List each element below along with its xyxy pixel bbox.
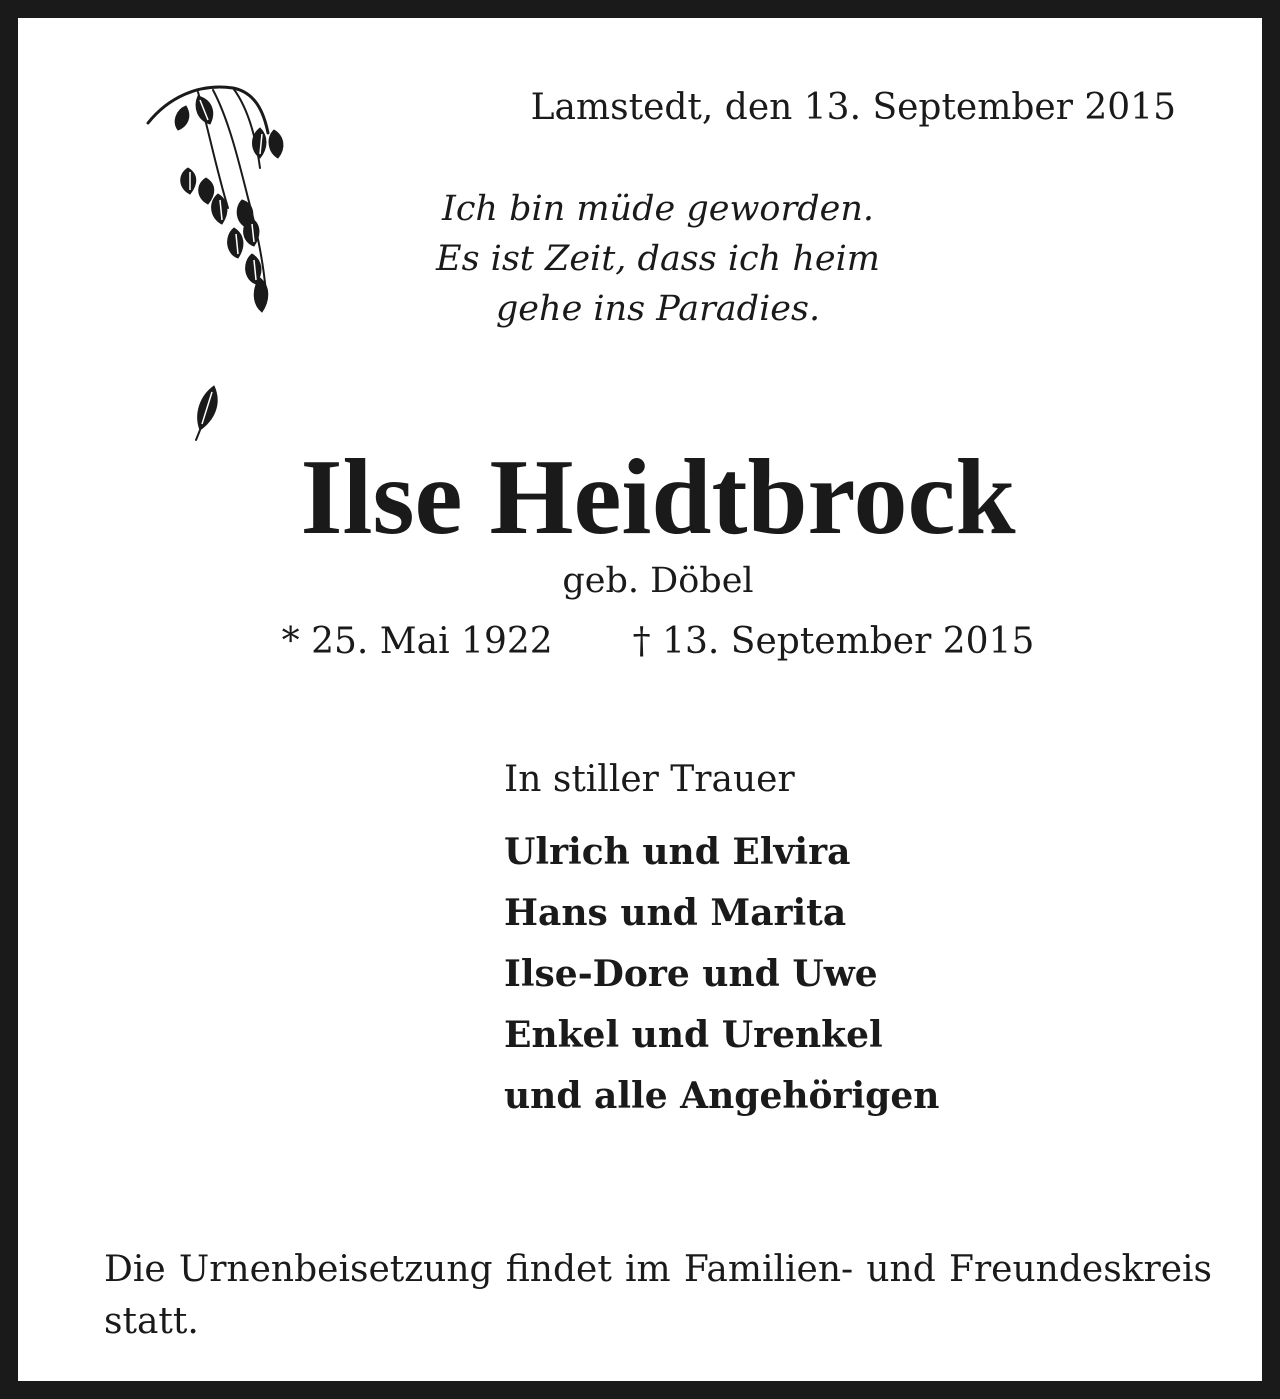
death-date: † 13. September 2015 [632, 621, 1035, 662]
mourning-line: In stiller Trauer [504, 759, 795, 800]
poem-verse [358, 184, 958, 334]
life-dates [18, 618, 1280, 666]
burial-note: Die Urnenbeisetzung findet im Familien- und Freundeskreis statt. [104, 1249, 1212, 1342]
poem-line: gehe ins Paradies. [495, 289, 821, 329]
mourner-entry: Hans und Marita [504, 892, 847, 934]
mourner-entry: Enkel und Urenkel [504, 1014, 883, 1056]
poem-line: Es ist Zeit, dass ich heim [436, 239, 880, 279]
deceased-name: Ilse Heidtbrock [300, 438, 1016, 557]
mourner-entry: und alle Angehörigen [504, 1075, 940, 1117]
place-date: Lamstedt, den 13. September 2015 [530, 87, 1176, 128]
mourner-entry: Ulrich und Elvira [504, 831, 851, 873]
poem-line: Ich bin müde geworden. [442, 189, 874, 229]
birth-date: * 25. Mai 1922 [281, 621, 553, 662]
mourners-list [504, 822, 939, 1127]
mourner-entry: Ilse-Dore und Uwe [504, 953, 878, 995]
maiden-name: geb. Döbel [562, 561, 754, 601]
branch-with-leaves-icon [138, 78, 308, 448]
